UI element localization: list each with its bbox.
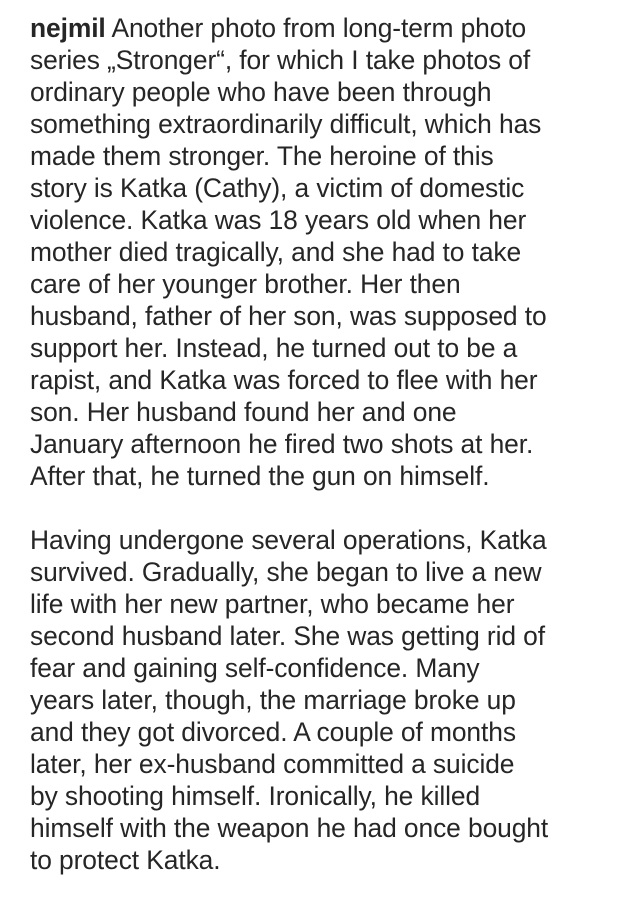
caption-line: After that, he turned the gun on himself. [30, 461, 490, 491]
caption-line: survived. Gradually, she began to live a new [30, 557, 542, 587]
caption-line: fear and gaining self-confidence. Many [30, 653, 480, 683]
caption-text: Another photo from long-term photo [105, 13, 527, 43]
caption-line: made them stronger. The heroine of this [30, 141, 494, 171]
caption-line: ordinary people who have been through [30, 77, 492, 107]
caption-line [30, 12, 614, 44]
username-link[interactable]: nejmil [30, 13, 106, 43]
caption-line: husband, father of her son, was supposed to [30, 301, 547, 331]
caption-line: to protect Katka. [30, 845, 221, 875]
caption-line: life with her new partner, who became her [30, 589, 515, 619]
caption-line: rapist, and Katka was forced to flee with her [30, 365, 538, 395]
caption-line: by shooting himself. Ironically, he killed [30, 781, 481, 811]
caption-line: and they got divorced. A couple of months [30, 717, 516, 747]
caption-line: Having undergone several operations, Katka [30, 525, 547, 555]
post-caption [30, 12, 614, 876]
caption-line: himself with the weapon he had once bought [30, 813, 549, 843]
caption-line: second husband later. She was getting rid of [30, 621, 545, 651]
caption-line: years later, though, the marriage broke up [30, 685, 516, 715]
caption-line: violence. Katka was 18 years old when her [30, 205, 527, 235]
caption-line: support her. Instead, he turned out to be a [30, 333, 518, 363]
caption-line: mother died tragically, and she had to take [30, 237, 522, 267]
caption-line: son. Her husband found her and one [30, 397, 457, 427]
caption-line: story is Katka (Cathy), a victim of domestic [30, 173, 525, 203]
caption-line: later, her ex-husband committed a suicide [30, 749, 515, 779]
caption-line: series „Stronger“, for which I take photos of [30, 45, 531, 75]
caption-line: care of her younger brother. Her then [30, 269, 461, 299]
caption-line: January afternoon he fired two shots at her. [30, 429, 534, 459]
caption-line: something extraordinarily difficult, which has [30, 109, 542, 139]
